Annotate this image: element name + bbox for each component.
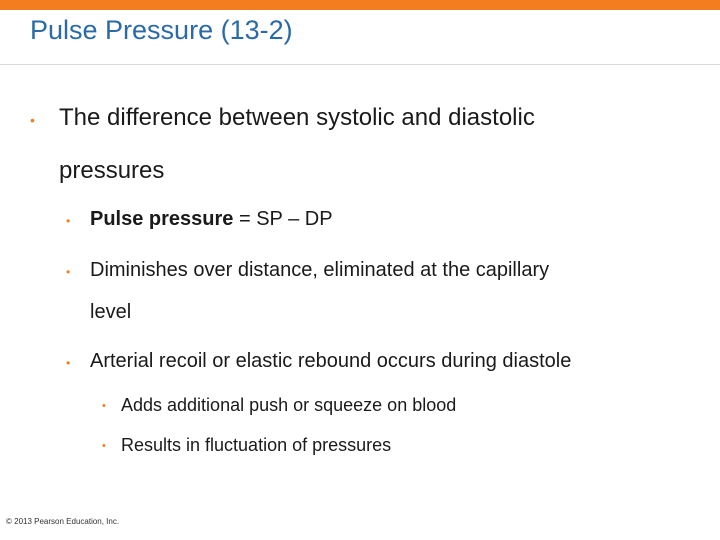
bullet-text-line1: The difference between systolic and diastolic [59, 104, 535, 131]
bullet-dot-icon: • [30, 112, 35, 128]
formula-text: = SP – DP [233, 208, 333, 230]
title-divider [0, 64, 720, 65]
bullet-text: Arterial recoil or elastic rebound occurs during diastole [90, 350, 572, 372]
bullet-dot-icon: • [102, 440, 106, 452]
top-accent-bar [0, 0, 720, 10]
bullet-text-line2: level [90, 301, 132, 323]
bullet-text: Adds additional push or squeeze on blood [121, 395, 457, 415]
bullet-dot-icon: • [66, 214, 71, 228]
bullet-dot-icon: • [66, 265, 71, 279]
bullet-dot-icon: • [66, 356, 71, 370]
copyright-notice: © 2013 Pearson Education, Inc. [6, 517, 120, 526]
bullet-text-line1: Diminishes over distance, eliminated at the capillary [90, 259, 550, 281]
bullet-dot-icon: • [102, 400, 106, 412]
bullet-text: Results in fluctuation of pressures [121, 435, 392, 455]
term-pulse-pressure: Pulse pressure [90, 208, 234, 230]
bullet-text-line2: pressures [59, 157, 165, 184]
slide-title: Pulse Pressure (13-2) [30, 15, 293, 45]
bullet-text [90, 208, 333, 231]
